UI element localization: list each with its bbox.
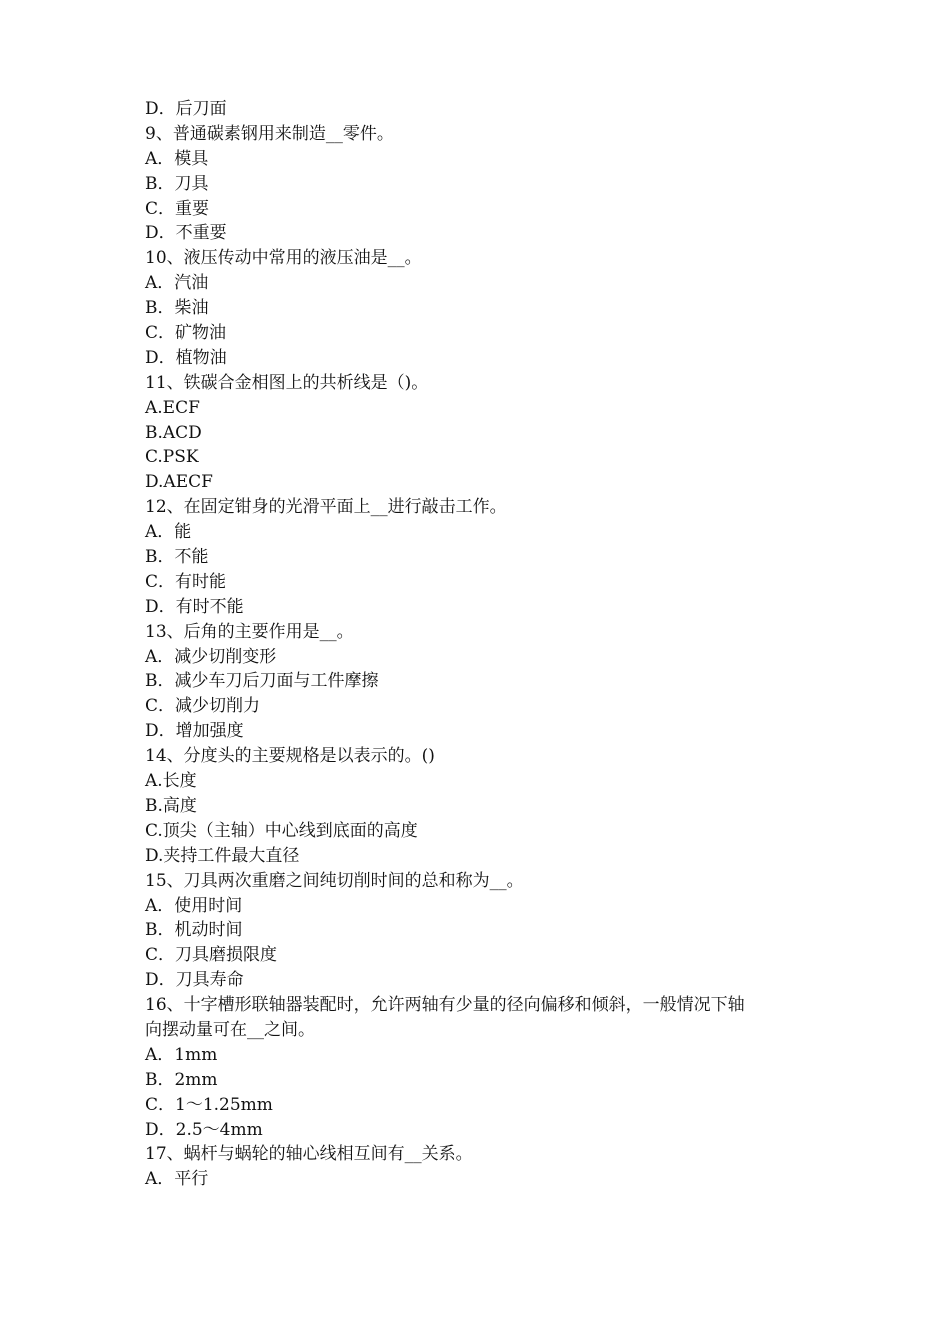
text-line: C．有时能	[145, 571, 227, 592]
text-line: A．减少切削变形	[145, 646, 277, 667]
text-line: B.ACD	[145, 422, 202, 443]
text-line: 向摆动量可在__之间。	[145, 1019, 315, 1040]
text-line: D．刀具寿命	[145, 970, 244, 991]
text-line: B．不能	[145, 547, 209, 568]
text-line: A．使用时间	[145, 895, 243, 916]
text-line: D.AECF	[145, 472, 213, 493]
text-line: D.夹持工件最大直径	[145, 845, 300, 866]
text-line: 13、后角的主要作用是__。	[145, 621, 354, 642]
text-line: 17、蜗杆与蜗轮的轴心线相互间有__关系。	[145, 1144, 473, 1165]
text-line: C．减少切削力	[145, 696, 261, 717]
text-line: B．2mm	[145, 1069, 218, 1090]
text-line: D．有时不能	[145, 596, 244, 617]
text-line: A．能	[145, 522, 192, 543]
text-line: 10、液压传动中常用的液压油是__。	[145, 248, 422, 269]
text-line: 15、刀具两次重磨之间纯切削时间的总和称为__。	[145, 870, 524, 891]
text-line: B.高度	[145, 795, 197, 816]
text-line: A.ECF	[145, 397, 200, 418]
text-line: D．后刀面	[145, 99, 227, 119]
text-line: B．刀具	[145, 173, 209, 194]
text-line: C.PSK	[145, 447, 199, 468]
text-line: B．柴油	[145, 298, 209, 319]
text-line: A．1mm	[145, 1044, 218, 1065]
text-line: C．1～1.25mm	[145, 1094, 273, 1115]
text-line: A．模具	[145, 148, 209, 169]
text-line: 11、铁碳合金相图上的共析线是（)。	[145, 372, 429, 393]
text-line: D．不重要	[145, 223, 227, 244]
text-line: D．增加强度	[145, 721, 244, 742]
text-line: C．重要	[145, 198, 210, 219]
text-line: 16、十字槽形联轴器装配时，允许两轴有少量的径向偏移和倾斜，一般情况下轴	[145, 995, 745, 1016]
question-list	[145, 97, 815, 1192]
text-line: D．2.5～4mm	[145, 1119, 263, 1140]
text-line: 9、普通碳素钢用来制造__零件。	[145, 123, 394, 144]
text-line: C.顶尖（主轴）中心线到底面的高度	[145, 820, 418, 841]
text-line: A．汽油	[145, 273, 209, 294]
text-line: 14、分度头的主要规格是以表示的。()	[145, 746, 435, 767]
text-line: A．平行	[145, 1169, 209, 1190]
text-line: B．减少车刀后刀面与工件摩擦	[145, 671, 379, 692]
text-line: D．植物油	[145, 347, 227, 368]
text-line: A.长度	[145, 771, 197, 792]
text-line: B．机动时间	[145, 920, 243, 941]
text-line: C．刀具磨损限度	[145, 945, 278, 966]
text-line: 12、在固定钳身的光滑平面上__进行敲击工作。	[145, 497, 507, 518]
text-line: C．矿物油	[145, 323, 227, 344]
